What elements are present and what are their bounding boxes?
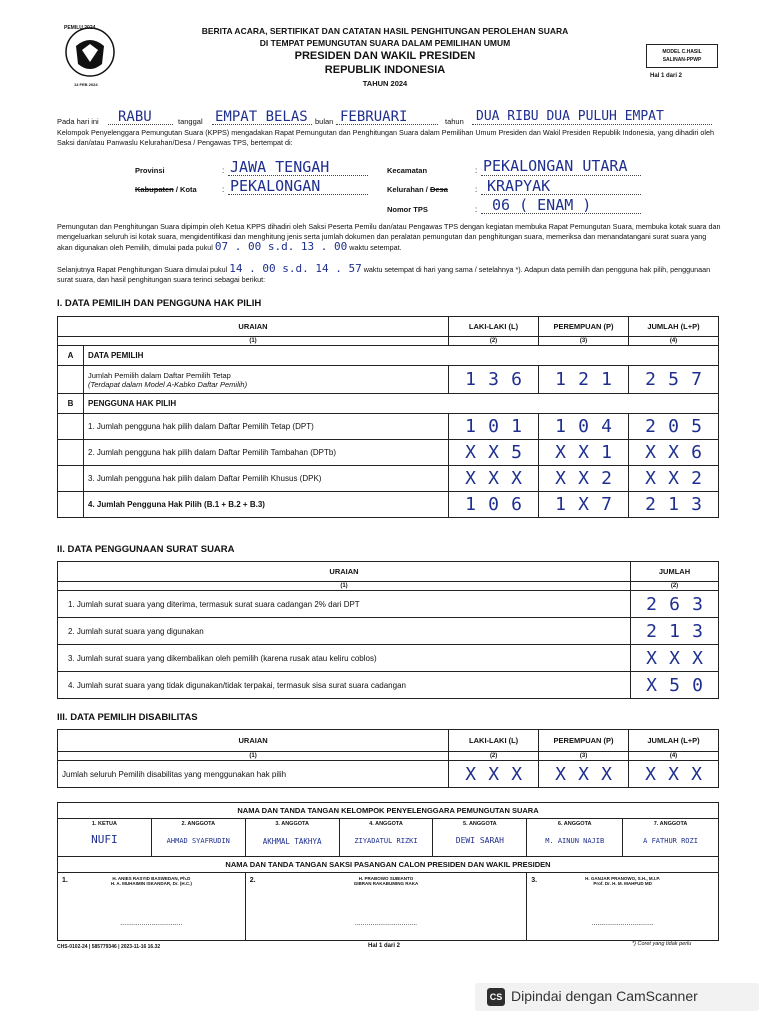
colon: : <box>222 166 225 175</box>
body-paragraph-1 <box>57 222 721 253</box>
digit: 1 <box>511 416 522 437</box>
kpps-role: 2. ANGGOTA <box>181 821 216 827</box>
label-year: tahun <box>445 117 464 126</box>
digit: 2 <box>645 369 656 390</box>
digit: X <box>645 442 656 463</box>
empty-cell <box>58 414 84 440</box>
saksi-dots: ................................ <box>120 920 183 927</box>
saksi-line2: GIBRAN RAKABUMING RAKA <box>353 881 419 886</box>
row-label <box>84 366 449 394</box>
body-paragraph-1-text: Pemungutan dan Penghitungan Suara dipimpin oleh Ketua KPPS dihadiri oleh Saksi Peserta Pemilu dan/atau Pengawas TPS dengan kegiatan membuka Rapat Pemungutan Suara, membuka kotak suara dan mengeluarkan seluruh isi kotak suara, mengidentifikasi dan menghitung jenis serta jumlah dokumen dan peralatan pemungutan dan penghitungan suara, memeriksa dan menandatangani surat suara yang akan digunakan oleh Pemilih, dimulai pada pukul <box>57 222 721 252</box>
kpps-name: M. AINUN NAJIB <box>545 837 605 845</box>
kpps-name: AHMAD SYAFRUDIN <box>166 837 230 845</box>
saksi-line2: H. A. MUHAIMIN ISKANDAR, Dr. (H.C.) <box>110 881 192 886</box>
value-cell <box>539 492 629 518</box>
dotted-line <box>212 124 312 125</box>
footer-note: *) Coret yang tidak perlu <box>632 941 692 947</box>
empty-cell <box>58 366 84 394</box>
value-cell <box>539 440 629 466</box>
col-jumlah: JUMLAH (L+P) <box>629 317 719 337</box>
col-num: (4) <box>629 337 719 346</box>
saksi-dots: ................................ <box>591 920 654 927</box>
digit: X <box>646 647 657 669</box>
digit: X <box>488 763 500 785</box>
label-day: Pada hari ini <box>57 117 99 126</box>
value-kota: PEKALONGAN <box>230 177 321 195</box>
row-label-line1: Jumlah Pemilih dalam Daftar Pemilih Tetap <box>88 370 231 380</box>
col-num: (3) <box>539 752 629 761</box>
digit: X <box>578 763 589 785</box>
value-cell <box>629 761 719 788</box>
label-kota <box>135 185 197 194</box>
saksi-number: 1. <box>62 877 68 884</box>
value-cell <box>449 414 539 440</box>
kpps-name: NUFI <box>91 833 118 846</box>
camscanner-watermark <box>475 983 759 1011</box>
empty-cell <box>58 440 84 466</box>
digit: X <box>668 468 679 489</box>
col-perempuan: PEREMPUAN (P) <box>539 730 629 752</box>
value-cell <box>539 414 629 440</box>
footer-code: CHS-0102-24 | 585779346 | 2023-11-16 16.32 <box>57 944 161 950</box>
digit: 1 <box>668 494 679 515</box>
section1-table <box>57 316 719 518</box>
colon: : <box>475 185 478 194</box>
value-cell <box>539 466 629 492</box>
digit: X <box>691 763 702 785</box>
section2-table <box>57 561 719 699</box>
label-kelurahan-text: Kelurahan / <box>387 185 428 194</box>
digit: X <box>668 763 679 785</box>
model-box <box>646 44 718 68</box>
row-label: 4. Jumlah Pengguna Hak Pilih (B.1 + B.2 + B.3) <box>84 492 449 518</box>
value-year: DUA RIBU DUA PULUH EMPAT <box>476 109 664 124</box>
col-perempuan: PEREMPUAN (P) <box>539 317 629 337</box>
digit: 0 <box>488 416 499 437</box>
header-line2: DI TEMPAT PEMUNGUTAN SUARA DALAM PEMILIHAN UMUM <box>259 38 511 48</box>
digit: 1 <box>555 369 566 390</box>
dotted-line <box>481 175 641 176</box>
col-jumlah: JUMLAH <box>631 562 719 582</box>
digit: 1 <box>601 442 612 463</box>
digit: 6 <box>691 442 702 463</box>
saksi-cell <box>245 873 527 941</box>
saksi-number: 2. <box>249 877 256 884</box>
col-num: (3) <box>539 337 629 346</box>
kpps-name: AKHMAL TAKHYA <box>262 837 322 846</box>
value-day: RABU <box>118 109 152 125</box>
digit: 5 <box>691 416 702 437</box>
saksi-line1: H. PRABOWO SUBIANTO <box>358 876 414 881</box>
digit: 2 <box>645 494 656 515</box>
kpps-cell <box>433 819 527 857</box>
value-cell <box>629 466 719 492</box>
digit: X <box>692 647 703 669</box>
intro-paragraph: Kelompok Penyelenggara Pemungutan Suara (KPPS) mengadakan Rapat Pemungutan dan Penghitungan Suara dalam Pemilihan Umum Presiden dan Wakil Presiden Republik Indonesia, yang dihadiri oleh Saksi dan/atau Panwaslu Kelurahan/Desa / Pengawas TPS, bertempat di: <box>57 128 714 147</box>
digit: 0 <box>668 416 679 437</box>
col-num: (1) <box>58 582 631 591</box>
header-line4: REPUBLIK INDONESIA <box>324 64 446 76</box>
saksi-line1: H. ANIES RASYID BASWEDAN, Ph.D <box>112 876 191 881</box>
label-kota-text: / Kota <box>175 185 197 194</box>
value-cell <box>629 366 719 394</box>
saksi-cell <box>58 873 246 941</box>
signature-table <box>57 802 719 941</box>
digit: 1 <box>669 620 680 642</box>
digit: 1 <box>465 416 476 437</box>
model-line2: SALINAN-PPWP <box>662 57 702 63</box>
digit: X <box>601 763 612 785</box>
label-provinsi: Provinsi <box>135 166 165 175</box>
digit: 2 <box>578 369 589 390</box>
digit: 5 <box>511 442 522 463</box>
col-laki: LAKI-LAKI (L) <box>449 730 539 752</box>
value-cell <box>449 366 539 394</box>
row-label: 2. Jumlah pengguna hak pilih dalam Daftar Pemilih Tambahan (DPTb) <box>84 440 449 466</box>
digit: 7 <box>691 369 702 390</box>
digit: X <box>578 468 589 489</box>
section3-title: III. DATA PEMILIH DISABILITAS <box>57 712 198 723</box>
body-paragraph-2a: Selanjutnya Rapat Penghitungan Suara dimulai pukul <box>57 265 228 274</box>
kpps-cell <box>58 819 152 857</box>
digit: 1 <box>465 369 476 390</box>
kpps-cell <box>151 819 245 857</box>
kpps-cell <box>623 819 719 857</box>
logo-top-text: PEMILU 2024 <box>64 25 96 31</box>
digit: X <box>646 674 657 696</box>
col-uraian: URAIAN <box>58 317 449 337</box>
digit: 6 <box>511 369 522 390</box>
digit: 0 <box>578 416 589 437</box>
section3-table <box>57 729 719 788</box>
digit: X <box>555 763 566 785</box>
digit: X <box>578 442 589 463</box>
dotted-line <box>228 175 368 176</box>
label-kecamatan: Kecamatan <box>387 166 428 175</box>
row-label: 2. Jumlah surat suara yang digunakan <box>58 618 631 645</box>
colon: : <box>475 166 478 175</box>
empty-cell <box>58 466 84 492</box>
col-laki: LAKI-LAKI (L) <box>449 317 539 337</box>
digit: X <box>555 442 566 463</box>
digit: 3 <box>692 620 703 642</box>
body-paragraph-2b: waktu setempat di hari yang sama / setelahnya *). Adapun data pemilih dan pengguna hak pilih, penggunaan surat suara, dan hasil penghitungan suara terinci sebagai berikut: <box>57 265 711 284</box>
header-line3: PRESIDEN DAN WAKIL PRESIDEN <box>294 50 476 62</box>
digit: X <box>465 763 477 785</box>
digit: 6 <box>669 593 680 615</box>
digit: 2 <box>645 416 656 437</box>
digit: X <box>555 468 566 489</box>
digit: 3 <box>692 593 703 615</box>
kpps-role: 1. KETUA <box>91 821 117 827</box>
kpps-role: 5. ANGGOTA <box>463 821 497 827</box>
digit: 2 <box>691 468 702 489</box>
kpps-name: A FATHUR ROZI <box>643 837 698 845</box>
value-cell <box>449 440 539 466</box>
saksi-line1: H. GANJAR PRANOWO, S.H., M.I.P. <box>585 876 661 881</box>
saksi-dots: ................................ <box>354 920 418 927</box>
col-uraian: URAIAN <box>58 562 631 582</box>
camscanner-text: Dipindai dengan CamScanner <box>511 988 698 1004</box>
row-label: 1. Jumlah surat suara yang diterima, termasuk surat suara cadangan 2% dari DPT <box>58 591 631 618</box>
label-kabupaten-struck: Kabupaten <box>135 185 174 194</box>
label-desa-struck: Desa <box>429 185 448 194</box>
col-jumlah: JUMLAH (L+P) <box>629 730 719 752</box>
row-letter: A <box>58 346 84 366</box>
waktu-setempat: waktu setempat. <box>349 243 402 252</box>
digit: 0 <box>488 494 499 515</box>
digit: 1 <box>601 369 612 390</box>
value-tps: 06 ( ENAM ) <box>492 196 592 214</box>
digit: 1 <box>465 494 476 515</box>
row-letter: B <box>58 394 84 414</box>
kpps-role: 4. ANGGOTA <box>369 821 403 827</box>
kpps-cell <box>339 819 433 857</box>
col-num: (2) <box>449 752 539 761</box>
digit: X <box>488 468 499 489</box>
digit: X <box>465 468 476 489</box>
digit: 1 <box>555 494 566 515</box>
body-paragraph-2 <box>57 264 721 285</box>
digit: 4 <box>601 416 612 437</box>
value-cell <box>629 414 719 440</box>
digit: X <box>578 494 589 515</box>
value-cell <box>631 591 719 618</box>
kpps-name: DEWI SARAH <box>455 836 504 845</box>
value-kecamatan: PEKALONGAN UTARA <box>483 157 628 175</box>
dotted-line <box>228 194 368 195</box>
dotted-line <box>336 124 438 125</box>
digit: X <box>645 468 656 489</box>
colon: : <box>475 205 478 214</box>
saksi-title: NAMA DAN TANDA TANGAN SAKSI PASANGAN CALON PRESIDEN DAN WAKIL PRESIDEN <box>58 857 719 873</box>
row-label: 3. Jumlah surat suara yang dikembalikan oleh pemilih (karena rusak atau keliru coblos) <box>58 645 631 672</box>
row-label: 1. Jumlah pengguna hak pilih dalam Daftar Pemilih Tetap (DPT) <box>84 414 449 440</box>
digit: X <box>645 763 656 785</box>
header-line1: BERITA ACARA, SERTIFIKAT DAN CATATAN HASIL PENGHITUNGAN PEROLEHAN SUARA <box>201 26 569 36</box>
digit: 5 <box>669 674 680 696</box>
digit: 2 <box>601 468 612 489</box>
value-cell <box>539 366 629 394</box>
digit: X <box>465 442 476 463</box>
logo-bottom-text: 14 FEB 2024 <box>74 82 98 87</box>
col-num: (2) <box>631 582 719 591</box>
digit: X <box>669 647 680 669</box>
saksi-cell <box>527 873 719 941</box>
value-cell <box>449 761 539 788</box>
section-a-title: DATA PEMILIH <box>84 346 719 366</box>
section2-title: II. DATA PENGGUNAAN SURAT SUARA <box>57 544 235 555</box>
digit: 3 <box>488 369 499 390</box>
kpps-role: 3. ANGGOTA <box>275 821 309 827</box>
dotted-line <box>481 213 641 214</box>
value-cell <box>539 761 629 788</box>
digit: 2 <box>646 593 657 615</box>
footer-page: Hal 1 dari 2 <box>368 943 401 949</box>
camscanner-icon: CS <box>487 988 505 1006</box>
col-num: (1) <box>58 337 449 346</box>
header-line5: TAHUN 2024 <box>362 79 408 88</box>
col-uraian: URAIAN <box>58 730 449 752</box>
empty-cell <box>58 492 84 518</box>
col-num: (1) <box>58 752 449 761</box>
section1-title: I. DATA PEMILIH DAN PENGGUNA HAK PILIH <box>57 298 262 309</box>
value-cell <box>449 492 539 518</box>
digit: X <box>488 442 499 463</box>
row-label: 4. Jumlah surat suara yang tidak digunakan/tidak terpakai, termasuk sisa surat suara cadangan <box>58 672 631 699</box>
dotted-line <box>108 124 173 125</box>
value-month: FEBRUARI <box>340 109 408 125</box>
kpu-logo <box>62 24 118 84</box>
value-cell <box>629 440 719 466</box>
colon: : <box>222 185 225 194</box>
row-label: 3. Jumlah pengguna hak pilih dalam Daftar Pemilih Khusus (DPK) <box>84 466 449 492</box>
value-cell <box>629 492 719 518</box>
saksi-number: 3. <box>531 877 538 884</box>
label-month: bulan <box>315 117 334 126</box>
digit: X <box>511 468 522 489</box>
kpps-cell <box>527 819 623 857</box>
value-date: EMPAT BELAS <box>215 109 308 125</box>
section-b-title: PENGGUNA HAK PILIH <box>84 394 719 414</box>
digit: 1 <box>555 416 566 437</box>
value-kelurahan: KRAPYAK <box>487 177 551 195</box>
value-cell <box>631 672 719 699</box>
kpps-role: 7. ANGGOTA <box>653 821 688 827</box>
col-num: (4) <box>629 752 719 761</box>
count-time: 14 . 00 s.d. 14 . 57 <box>229 262 362 275</box>
value-provinsi: JAWA TENGAH <box>230 158 330 176</box>
value-cell <box>631 618 719 645</box>
kpps-role: 6. ANGGOTA <box>557 821 592 827</box>
dotted-line <box>481 194 641 195</box>
start-time: 07 . 00 s.d. 13 . 00 <box>214 240 348 253</box>
digit: 0 <box>692 674 703 696</box>
kpps-title: NAMA DAN TANDA TANGAN KELOMPOK PENYELENGGARA PEMUNGUTAN SUARA <box>58 803 719 819</box>
digit: X <box>668 442 679 463</box>
digit: 2 <box>646 620 657 642</box>
kpps-cell <box>245 819 339 857</box>
digit: 7 <box>601 494 612 515</box>
dotted-line <box>472 124 712 125</box>
label-tps: Nomor TPS <box>387 205 428 214</box>
model-line1: MODEL C.HASIL <box>662 49 702 55</box>
kpps-name: ZIYADATUL RIZKI <box>354 837 418 845</box>
digit: 6 <box>511 494 522 515</box>
digit: X <box>511 763 523 785</box>
digit: 5 <box>668 369 679 390</box>
row-label: Jumlah seluruh Pemilih disabilitas yang menggunakan hak pilih <box>58 761 449 788</box>
page-indicator-top: Hal 1 dari 2 <box>650 73 683 79</box>
row-label-line2: (Terdapat dalam Model A-Kabko Daftar Pemilih) <box>88 379 248 389</box>
label-kelurahan <box>387 185 448 194</box>
digit: 3 <box>691 494 702 515</box>
value-cell <box>631 645 719 672</box>
saksi-line2: Prof. Dr. H. M. MAHFUD MD <box>593 881 652 886</box>
value-cell <box>449 466 539 492</box>
label-date: tanggal <box>178 117 203 126</box>
col-num: (2) <box>449 337 539 346</box>
